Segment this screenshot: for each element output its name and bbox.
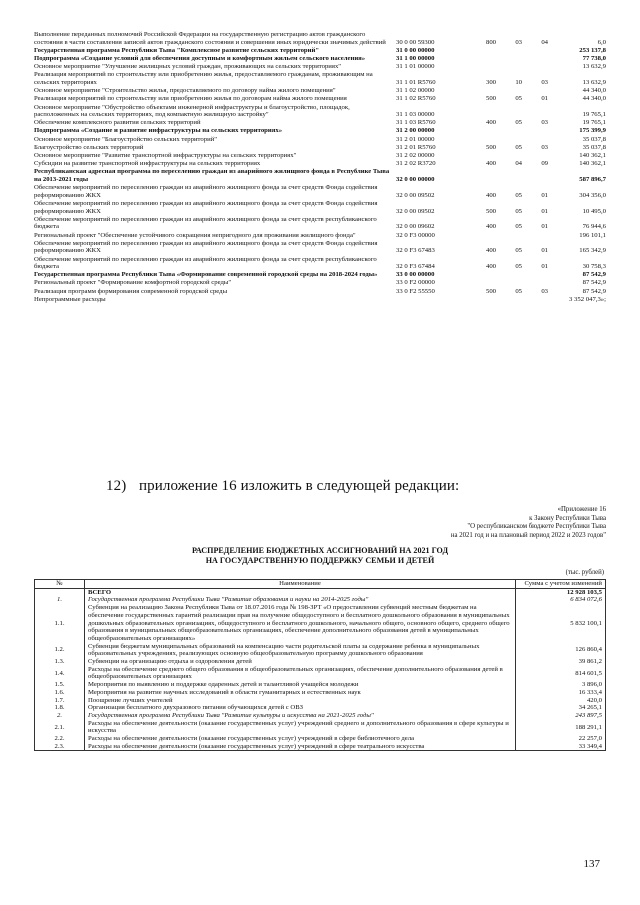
budget-row: [34, 71, 606, 86]
budget-row-code: 31 2 02 00000: [396, 152, 435, 160]
budget-row-sum: 165 342,9: [579, 247, 606, 255]
budget-row: [34, 119, 606, 127]
row-name: Расходы на обеспечение деятельности (оказание государственных услуг) учреждений в сфере библиотечного дела: [85, 735, 516, 743]
budget-row-name: Основное мероприятие "Улучшение жилищных условий граждан, проживающих на сельских территориях": [34, 63, 342, 71]
budget-row-section: 05: [515, 119, 522, 127]
budget-row-name: Обеспечение мероприятий по переселению граждан из аварийного жилищного фонда за счет средств Фонда содействия реформированию ЖКХ: [34, 239, 378, 255]
row-sum: 22 257,0: [516, 735, 606, 743]
row-name: Расходы на обеспечение деятельности (оказание государственных услуг) учреждений в сфере театрального искусства: [85, 743, 516, 751]
budget-row-sum: 77 738,0: [582, 54, 606, 62]
budget-row-subsection: 04: [541, 38, 548, 46]
budget-row: [34, 31, 606, 46]
budget-row-section: 05: [515, 263, 522, 271]
row-name: Мероприятия на развитие научных исследований в области гуманитарных и естественных наук: [85, 689, 516, 697]
budget-row-code: 32 0 00 09502: [396, 191, 435, 199]
budget-row-sum: 140 362,1: [579, 152, 606, 160]
budget-row-name: Региональный проект "Формирование комфортной городской среды": [34, 279, 232, 287]
row-number: 1.4.: [35, 666, 85, 681]
table-row: [35, 720, 606, 735]
row-number: 1.3.: [35, 658, 85, 666]
budget-row-subsection: 01: [541, 223, 548, 231]
annex-line: «Приложение 16: [557, 506, 606, 513]
budget-row-code: 32 0 00 09502: [396, 207, 435, 215]
budget-row-code: 31 1 03 00000: [396, 111, 435, 119]
header-no: №: [35, 580, 85, 589]
budget-row-code: 31 1 01 R5760: [396, 78, 436, 86]
allocation-table: [34, 579, 606, 751]
budget-row-sum: 13 632,9: [582, 78, 606, 86]
row-sum: 3 896,0: [516, 681, 606, 689]
budget-row-sum: 35 037,8: [582, 135, 606, 143]
row-name: Расходы на обеспечение деятельности (оказание государственных услуг) учреждений среднего и дополнительного образования в сфере культуры и искусства: [85, 720, 516, 735]
budget-row-subsection: 01: [541, 247, 548, 255]
table-row: [35, 689, 606, 697]
row-sum: 16 333,4: [516, 689, 606, 697]
budget-row: [34, 256, 606, 271]
budget-row-code: 31 1 01 00000: [396, 63, 435, 71]
budget-row: [34, 240, 606, 255]
row-sum: 814 601,5: [516, 666, 606, 681]
budget-row-type: 400: [485, 223, 496, 231]
budget-row-name: Обеспечение мероприятий по переселению граждан из аварийного жилищного фонда за счет средств республиканского бюджета: [34, 215, 377, 231]
budget-row-type: 800: [485, 38, 496, 46]
row-sum: 188 291,1: [516, 720, 606, 735]
budget-row: [34, 279, 606, 287]
budget-row-code: 30 0 00 59300: [396, 38, 435, 46]
budget-row-code: 31 1 02 R5760: [396, 95, 436, 103]
row-number: 2.2.: [35, 735, 85, 743]
row-number: 2.1.: [35, 720, 85, 735]
row-name: Мероприятия по выявлению и поддержке одаренных детей и талантливой учащейся молодежи: [85, 681, 516, 689]
row-number: 1.1.: [35, 604, 85, 643]
header-sum: Сумма с учетом изменений: [516, 580, 606, 589]
budget-row-subsection: 01: [541, 191, 548, 199]
budget-row: [34, 200, 606, 215]
row-name: Государственная программа Республики Тыва "Развитие образования и науки на 2014-2025 годы": [85, 596, 516, 604]
table-row: [35, 681, 606, 689]
budget-row-sum: 10 495,0: [582, 207, 606, 215]
amendment-text: приложение 16 изложить в следующей редакции:: [139, 478, 460, 494]
budget-row: [34, 168, 606, 183]
budget-row: [34, 144, 606, 152]
table-title: [34, 546, 606, 566]
budget-row-name: Основное мероприятие "Развитие транспортной инфраструктуры на сельских территориях": [34, 152, 297, 160]
budget-row-type: 500: [485, 207, 496, 215]
table-row: [35, 604, 606, 643]
row-number: 1.: [35, 596, 85, 604]
row-sum: 126 860,4: [516, 643, 606, 658]
budget-row-name: Реализация мероприятий по строительству или приобретению жилья по договорам найма жилого помещения: [34, 95, 347, 103]
budget-row-subsection: 09: [541, 160, 548, 168]
budget-row-type: 400: [485, 263, 496, 271]
table-row: [35, 643, 606, 658]
budget-row-name: Реализация мероприятий по строительству или приобретению жилья, предоставляемого гражданам, проживающим на сельских территориях: [34, 71, 373, 86]
budget-row-name: Основное мероприятие "Строительство жилья, предоставляемого по договору найма жилого помещения": [34, 87, 336, 95]
budget-row-code: 33 0 00 00000: [396, 271, 435, 279]
budget-row: [34, 184, 606, 199]
budget-row-sum: 19 765,1: [582, 111, 606, 119]
row-name: Расходы на обеспечение среднего общего образования в общеобразовательных организациях, обеспечение дополнительного образования детей в общеобразовательных организациях: [85, 666, 516, 681]
budget-row-sum: 19 765,1: [582, 119, 606, 127]
budget-row-code: 31 0 00 00000: [396, 46, 435, 54]
budget-row-type: 400: [485, 191, 496, 199]
budget-row-type: 500: [485, 143, 496, 151]
budget-row-code: 31 1 00 00000: [396, 54, 435, 62]
row-sum: 243 897,5: [516, 712, 606, 720]
row-number: 2.: [35, 712, 85, 720]
budget-row: [34, 232, 606, 240]
amendment-number: 12): [106, 478, 127, 494]
budget-row: [34, 136, 606, 144]
budget-row-subsection: 01: [541, 95, 548, 103]
budget-row: [34, 288, 606, 296]
budget-row-code: 32 0 F3 00000: [396, 231, 435, 239]
budget-row-type: 500: [485, 95, 496, 103]
title-line: НА ГОСУДАРСТВЕННУЮ ПОДДЕРЖКУ СЕМЬИ И ДЕТЕЙ: [205, 556, 435, 565]
budget-row-name: Благоустройство сельских территорий: [34, 143, 144, 151]
budget-row-sum: 87 542,9: [582, 279, 606, 287]
budget-row-sum: 76 944,6: [582, 223, 606, 231]
budget-row-type: 400: [485, 247, 496, 255]
budget-row-subsection: 01: [541, 207, 548, 215]
budget-row-name: Региональный проект "Обеспечение устойчивого сокращения непригодного для проживания жилищного фонда": [34, 231, 356, 239]
table-header-row: [35, 580, 606, 589]
budget-row-section: 05: [515, 207, 522, 215]
budget-row-code: 31 2 02 R3720: [396, 160, 436, 168]
annex-line: к Закону Республики Тыва: [529, 514, 606, 522]
row-sum: 33 349,4: [516, 743, 606, 751]
row-sum: 6 834 072,6: [516, 596, 606, 604]
table-row: [35, 704, 606, 712]
table-row: [35, 666, 606, 681]
budget-row-sum: 140 362,1: [579, 160, 606, 168]
table-body: [35, 588, 606, 751]
header-name: Наименование: [85, 580, 516, 589]
row-sum: 39 861,2: [516, 658, 606, 666]
table-row: [35, 697, 606, 705]
budget-row-sum: 87 542,9: [582, 271, 606, 279]
budget-row-section: 05: [515, 95, 522, 103]
budget-row-code: 33 0 F2 55550: [396, 287, 435, 295]
budget-row-code: 32 0 F3 67484: [396, 263, 435, 271]
row-name: Поощрение лучших учителей: [85, 697, 516, 705]
budget-row-name: Основное мероприятие "Благоустройство сельских территорий": [34, 135, 217, 143]
budget-row-subsection: 01: [541, 263, 548, 271]
budget-row-code: 32 0 F3 67483: [396, 247, 435, 255]
row-number: 2.3.: [35, 743, 85, 751]
budget-row-code: 32 0 00 00000: [396, 176, 435, 183]
budget-row-sum: 13 632,9: [582, 63, 606, 71]
budget-row: [34, 271, 606, 279]
budget-row-name: Выполнение переданных полномочий Российской Федерации на государственную регистрацию актов гражданского состояния в части составления записей актов гражданского состояния и совершения иных юридически значимых действий: [34, 31, 386, 46]
row-number: 1.6.: [35, 689, 85, 697]
row-sum: 420,0: [516, 697, 606, 705]
budget-row-name: Непрограммные расходы: [34, 295, 106, 303]
budget-row-name: Подпрограмма «Создание и развитие инфраструктуры на сельских территориях»: [34, 127, 283, 135]
row-number: 1.7.: [35, 697, 85, 705]
budget-row-sum: 35 037,8: [582, 143, 606, 151]
budget-row-name: Республиканская адресная программа по переселению граждан из аварийного жилищного фонда в Республике Тыва на 2013-2021 годы: [34, 168, 390, 183]
budget-row: [34, 296, 606, 304]
budget-row-subsection: 03: [541, 119, 548, 127]
budget-row-section: 03: [515, 38, 522, 46]
row-sum: 34 265,1: [516, 704, 606, 712]
row-number: [35, 588, 85, 596]
page-number: 137: [583, 858, 600, 870]
budget-row: [34, 160, 606, 168]
units-label: (тыс. рублей): [565, 569, 604, 576]
budget-row-name: Государственная программа Республики Тыва "Комплексное развитие сельских территорий": [34, 46, 320, 54]
budget-row-sum: 253 137,8: [579, 46, 606, 54]
budget-row-name: Субсидии на развитие транспортной инфраструктуры на сельских территориях: [34, 160, 261, 168]
budget-row: [34, 152, 606, 160]
row-name: Организация бесплатного двухразового питания обучающихся детей с ОВЗ: [85, 704, 516, 712]
budget-row: [34, 104, 606, 119]
budget-row: [34, 55, 606, 63]
budget-row-section: 05: [515, 191, 522, 199]
budget-row-code: 31 2 00 00000: [396, 127, 435, 135]
budget-row-section: 05: [515, 287, 522, 295]
budget-row-sum: 44 340,0: [582, 95, 606, 103]
budget-row-name: Обеспечение мероприятий по переселению граждан из аварийного жилищного фонда за счет средств республиканского бюджета: [34, 255, 377, 271]
amendment-item-12: [106, 478, 459, 495]
budget-row-name: Обеспечение мероприятий по переселению граждан из аварийного жилищного фонда за счет средств Фонда содействия реформированию ЖКХ: [34, 199, 378, 215]
row-number: 1.5.: [35, 681, 85, 689]
budget-row-type: 500: [485, 287, 496, 295]
row-sum: 5 832 100,1: [516, 604, 606, 643]
budget-row-section: 04: [515, 160, 522, 168]
budget-row-section: 10: [515, 78, 522, 86]
budget-row-type: 400: [485, 119, 496, 127]
budget-row-sum: 3 352 047,3»;: [569, 295, 606, 303]
annex-header: [451, 506, 606, 540]
budget-row: [34, 63, 606, 71]
table-row: [35, 712, 606, 720]
row-name: Субвенция на реализацию Закона Республики Тыва от 18.07.2016 года № 198-ЗРТ «О предоставлении субвенций местным бюджетам на обеспечение государственных гарантий реализации прав на получение общедоступного и бесплатного дошкольного образования в муниципальных дошкольных образовательных организациях, общедоступного и бесплатного дошкольного, начального общего, основного общего, среднего общего образования в муниципальных общеобразовательных организациях, обеспечение дополнительного образования детей в муниципальных общеобразовательных организациях»: [85, 604, 516, 643]
budget-row-name: Государственная программа Республики Тыва «Формирование современной городской среды на 2018-2024 годы»: [34, 271, 378, 279]
table-row: [35, 743, 606, 751]
budget-row-name: Основное мероприятие "Обустройство объектами инженерной инфраструктуры и благоустройство, площадок, расположенных на сельских территориях, под компактную жилищную застройку": [34, 103, 350, 119]
budget-row-type: 400: [485, 160, 496, 168]
budget-row-sum: 44 340,0: [582, 87, 606, 95]
budget-row-section: 05: [515, 143, 522, 151]
budget-row-sum: 304 356,0: [579, 191, 606, 199]
budget-row-type: 300: [485, 78, 496, 86]
annex-line: "О республиканском бюджете Республики Тыва: [467, 523, 606, 531]
budget-row-sum: 6,0: [597, 38, 606, 46]
budget-row-subsection: 03: [541, 287, 548, 295]
table-row: [35, 658, 606, 666]
budget-row-sum: 175 399,9: [579, 127, 606, 135]
budget-row-section: 05: [515, 223, 522, 231]
budget-listing: [34, 31, 606, 303]
row-number: 1.8.: [35, 704, 85, 712]
budget-row: [34, 87, 606, 95]
row-name: Субвенция бюджетам муниципальных образований на компенсацию части родительской платы за содержание ребенка в муниципальных образовательных учреждениях, реализующих основную общеобразовательную программу дошкольного образования: [85, 643, 516, 658]
budget-row-code: 31 1 02 00000: [396, 87, 435, 95]
row-name: ВСЕГО: [85, 588, 516, 596]
row-name: Государственная программа Республики Тыва "Развитие культуры и искусства на 2021-2025 годы": [85, 712, 516, 720]
budget-row-code: 31 1 03 R5760: [396, 119, 436, 127]
budget-row-code: 33 0 F2 00000: [396, 279, 435, 287]
title-line: РАСПРЕДЕЛЕНИЕ БЮДЖЕТНЫХ АССИГНОВАНИЙ НА 2021 ГОД: [191, 546, 449, 555]
table-row: [35, 588, 606, 596]
annex-line: на 2021 год и на плановый период 2022 и 2023 годов": [450, 531, 606, 539]
budget-row-sum: 587 896,7: [579, 176, 606, 183]
budget-row-name: Обеспечение мероприятий по переселению граждан из аварийного жилищного фонда за счет средств Фонда содействия реформированию ЖКХ: [34, 184, 378, 199]
table-row: [35, 735, 606, 743]
budget-row-sum: 87 542,9: [582, 287, 606, 295]
budget-row-code: 32 0 00 09602: [396, 223, 435, 231]
table-row: [35, 596, 606, 604]
budget-row-sum: 196 101,1: [579, 231, 606, 239]
budget-row: [34, 216, 606, 231]
budget-row-name: Реализация программ формирования современной городской среды: [34, 287, 228, 295]
row-sum: 12 928 103,5: [516, 588, 606, 596]
budget-row-code: 31 2 01 R5760: [396, 143, 436, 151]
budget-row-section: 05: [515, 247, 522, 255]
budget-row-name: Подпрограмма «Создание условий для обеспечения доступным и комфортным жильем сельского населения»: [34, 54, 366, 62]
budget-row-name: Обеспечение комплексного развития сельских территорий: [34, 119, 201, 127]
row-number: 1.2.: [35, 643, 85, 658]
budget-row: [34, 95, 606, 103]
budget-row-subsection: 03: [541, 78, 548, 86]
budget-row-subsection: 03: [541, 143, 548, 151]
budget-row: [34, 47, 606, 55]
row-name: Субвенции на организацию отдыха и оздоровления детей: [85, 658, 516, 666]
budget-row-sum: 30 758,3: [582, 263, 606, 271]
budget-row: [34, 127, 606, 135]
budget-row-code: 31 2 01 00000: [396, 135, 435, 143]
